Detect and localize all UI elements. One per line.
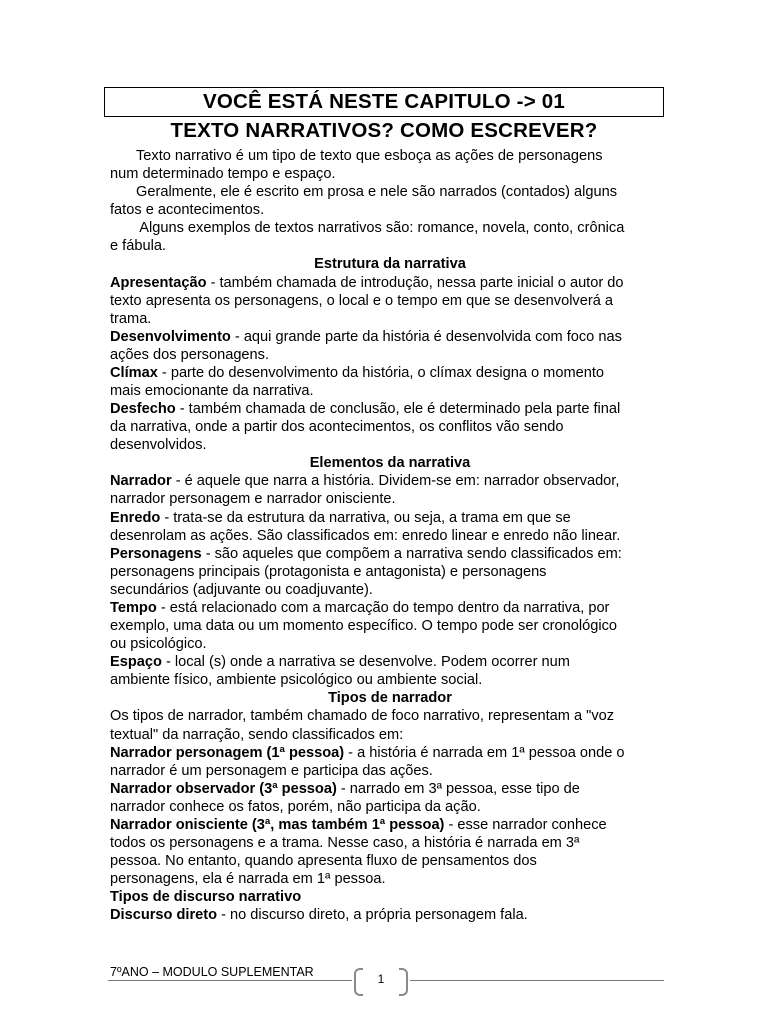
text-segment: narrador conhece os fatos, porém, não participa da ação. [110,798,481,815]
bold-term: Elementos da narrativa [309,455,471,472]
bold-term: Apresentação [110,274,207,291]
page-title: TEXTO NARRATIVOS? COMO ESCREVER? [170,119,598,142]
text-line [110,346,670,364]
bold-term: Enredo [110,509,161,526]
text-segment: ações dos personagens. [110,346,270,363]
text-segment: texto apresenta os personagens, o local e o tempo em que se desenvolverá a [110,292,613,309]
text-segment: - local (s) onde a narrativa se desenvolve. Podem ocorrer num [161,654,570,671]
bold-term: Tipos de narrador [328,690,452,707]
text-segment: ou psicológico. [110,636,207,653]
bold-term: Narrador onisciente (3ª, mas também 1ª pessoa) [110,816,445,833]
text-line [110,762,670,780]
text-line [110,816,670,834]
text-line [110,219,670,237]
text-line [110,310,670,328]
text-line [110,888,670,906]
section-heading [110,454,670,472]
bold-term: Tempo [110,599,157,616]
text-line [110,509,670,527]
bold-term: Clímax [110,364,158,381]
bold-term: Discurso direto [110,907,218,924]
bold-term: Narrador [110,473,172,490]
text-segment: - a história é narrada em 1ª pessoa onde o [344,744,625,761]
bold-term: Espaço [110,654,162,671]
text-line [110,328,670,346]
bold-term: Narrador personagem (1ª pessoa) [110,744,345,761]
text-line [110,563,670,581]
text-line [110,635,670,653]
text-line [110,581,670,599]
text-segment: exemplo, uma data ou um momento específico. O tempo pode ser cronológico [110,618,617,635]
text-line [110,382,670,400]
text-line [110,527,670,545]
body-text [110,147,670,924]
bold-term: Desenvolvimento [110,328,231,345]
text-segment: desenvolvidos. [110,437,207,454]
section-heading [110,689,670,707]
text-segment: - é aquele que narra a história. Dividem-se em: narrador observador, [171,473,620,490]
text-segment: Geralmente, ele é escrito em prosa e nele são narrados (contados) alguns [136,184,618,201]
bold-term: Personagens [110,545,202,562]
text-line [110,201,670,219]
text-segment: desenrolam as ações. São classificados em: enredo linear e enredo não linear. [110,527,621,544]
text-line [110,707,670,725]
text-line [110,671,670,689]
text-line [110,653,670,671]
text-segment: Texto narrativo é um tipo de texto que esboça as ações de personagens [136,148,603,164]
text-line [110,834,670,852]
text-line [110,545,670,563]
text-segment: - também chamada de introdução, nessa parte inicial o autor do [206,274,624,291]
text-segment: - parte do desenvolvimento da história, o clímax designa o momento [157,364,605,381]
text-line [110,906,670,924]
bold-term: Tipos de discurso narrativo [110,889,302,906]
page-number: 1 [377,972,385,986]
footer-module-label: 7ºANO – MODULO SUPLEMENTAR [110,965,318,979]
chapter-banner-text: VOCÊ ESTÁ NESTE CAPITULO -> 01 [203,90,565,113]
text-segment: - trata-se da estrutura da narrativa, ou seja, a trama em que se [160,509,571,526]
text-line [110,617,670,635]
bold-term: Narrador observador (3ª pessoa) [110,780,337,797]
text-segment: todos os personagens e a trama. Nesse caso, a história é narrada em 3ª [110,834,580,851]
text-line [110,364,670,382]
text-segment: - esse narrador conhece [444,816,607,833]
text-segment: - está relacionado com a marcação do tempo dentro da narrativa, por [156,599,610,616]
text-segment: da narrativa, onde a partir dos acontecimentos, os conflitos vão sendo [110,419,564,436]
text-segment: ambiente físico, ambiente psicológico ou ambiente social. [110,672,483,689]
text-segment: mais emocionante da narrativa. [110,383,314,400]
text-segment: pessoa. No entanto, quando apresenta fluxo de pensamentos dos [110,853,537,870]
text-segment: textual" da narração, sendo classificados em: [110,726,404,743]
text-segment: num determinado tempo e espaço. [110,166,336,183]
chapter-banner [104,87,664,117]
text-segment: narrador personagem e narrador onisciente. [110,491,396,508]
text-line [110,183,670,201]
page-number-badge [352,966,410,994]
text-line [110,798,670,816]
text-line [110,472,670,490]
text-segment: - são aqueles que compõem a narrativa sendo classificados em: [201,545,622,562]
text-line [110,147,670,165]
text-segment: Alguns exemplos de textos narrativos são: romance, novela, conto, crônica [136,220,625,237]
text-segment: personagens, ela é narrada em 1ª pessoa. [110,871,386,888]
text-line [110,400,670,418]
text-segment: - aqui grande parte da história é desenvolvida com foco nas [230,328,622,345]
text-line [110,599,670,617]
text-line [110,726,670,744]
text-segment: personagens principais (protagonista e antagonista) e personagens [110,563,547,580]
bold-term: Desfecho [110,401,176,418]
text-segment: narrador é um personagem e participa das ações. [110,762,433,779]
text-segment: - narrado em 3ª pessoa, esse tipo de [336,780,580,797]
text-line [110,490,670,508]
text-line [110,780,670,798]
text-line [110,436,670,454]
text-segment: secundários (adjuvante ou coadjuvante). [110,581,373,598]
text-segment: e fábula. [110,238,166,255]
text-line [110,292,670,310]
text-line [110,237,670,255]
text-line [110,165,670,183]
text-segment: Os tipos de narrador, também chamado de foco narrativo, representam a "voz [110,708,615,725]
text-line [110,274,670,292]
bold-term: Estrutura da narrativa [314,256,466,273]
text-line [110,418,670,436]
text-segment: fatos e acontecimentos. [110,202,265,219]
section-heading [110,255,670,273]
text-line [110,852,670,870]
text-segment: - no discurso direto, a própria personagem fala. [217,907,528,924]
text-line [110,870,670,888]
text-segment: trama. [110,310,152,327]
text-segment: - também chamada de conclusão, ele é determinado pela parte final [175,401,621,418]
text-line [110,744,670,762]
